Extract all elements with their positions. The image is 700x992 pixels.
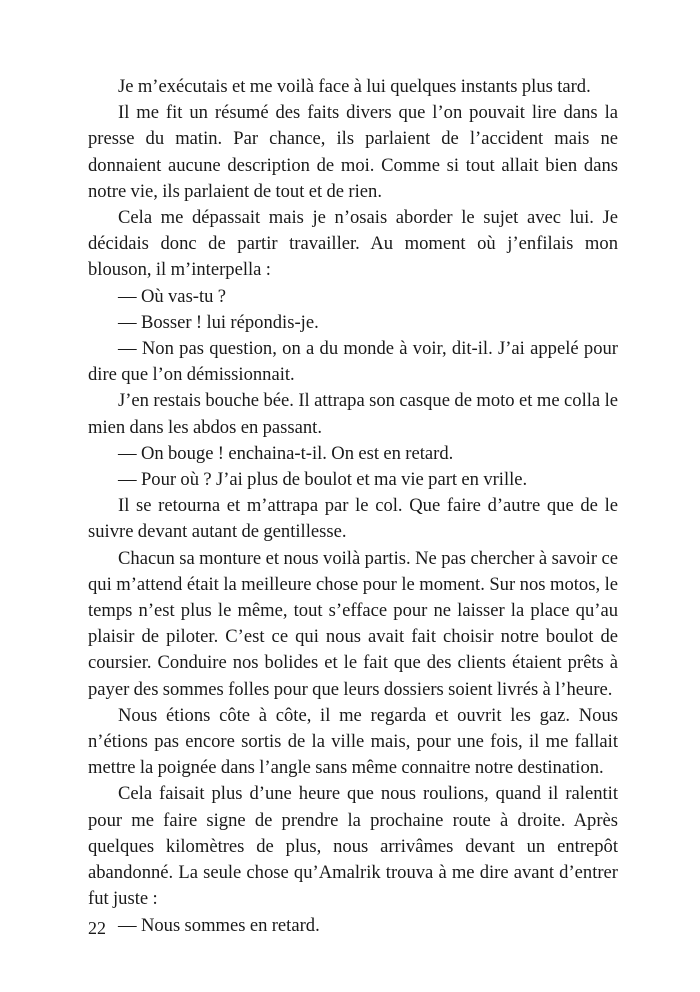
dialogue-line: — Non pas question, on a du monde à voir, dit-il. J’ai appelé pour dire que l’on démissionnait. <box>88 338 618 386</box>
paragraph-3: Cela me dépassait mais je n’osais aborder le sujet avec lui. Je décidais donc de partir travailler. Au moment où j’enfilais mon blouson, il m’interpella : <box>88 207 618 281</box>
paragraph-7: J’en restais bouche bée. Il attrapa son casque de moto et me colla le mien dans les abdos en passant. <box>88 390 618 438</box>
dialogue-line: — Pour où ? J’ai plus de boulot et ma vie part en vrille. <box>118 469 528 491</box>
paragraph-12: Nous étions côte à côte, il me regarda et ouvrit les gaz. Nous n’étions pas encore sortis de la ville mais, pour une fois, il me fallait mettre la poignée dans l’angle sans même connaitre notre destination. <box>88 704 618 779</box>
dialogue-line: — Où vas-tu ? <box>118 285 227 307</box>
paragraph-1: Je m’exécutais et me voilà face à lui quelques instants plus tard. <box>118 76 591 97</box>
dialogue-line: — Bosser ! lui répondis-je. <box>118 311 319 333</box>
page-text-block <box>88 74 618 939</box>
dialogue-line: — Nous sommes en retard. <box>118 914 320 936</box>
page-number: 22 <box>88 918 106 938</box>
dialogue-line: — On bouge ! enchaina-t-il. On est en retard. <box>118 442 454 464</box>
paragraph-10: Il se retourna et m’attrapa par le col. Que faire d’autre que de le suivre devant autant de gentillesse. <box>88 495 618 543</box>
paragraph-11: Chacun sa monture et nous voilà partis. Ne pas chercher à savoir ce qui m’attend était la meilleure chose pour le moment. Sur nos motos, le temps n’est plus le même, tout s’efface pour ne laisser la place qu’au plaisir de piloter. C’est ce qui nous avait fait choisir notre boulot de coursier. Conduire nos bolides et le fait que des clients étaient prêts à payer des sommes folles pour que leurs dossiers soient livrés à l’heure. <box>88 547 618 700</box>
paragraph-13: Cela faisait plus d’une heure que nous roulions, quand il ralentit pour me faire signe de prendre la prochaine route à droite. Après quelques kilomètres de plus, nous arrivâmes devant un entrepôt abandonné. La seule chose qu’Amalrik trouva à me dire avant d’entrer fut juste : <box>88 783 618 910</box>
paragraph-2: Il me fit un résumé des faits divers que l’on pouvait lire dans la presse du matin. Par chance, ils parlaient de l’accident mais ne donnaient aucune description de moi. Comme si tout allait bien dans notre vie, ils parlaient de tout et de rien. <box>88 102 618 202</box>
